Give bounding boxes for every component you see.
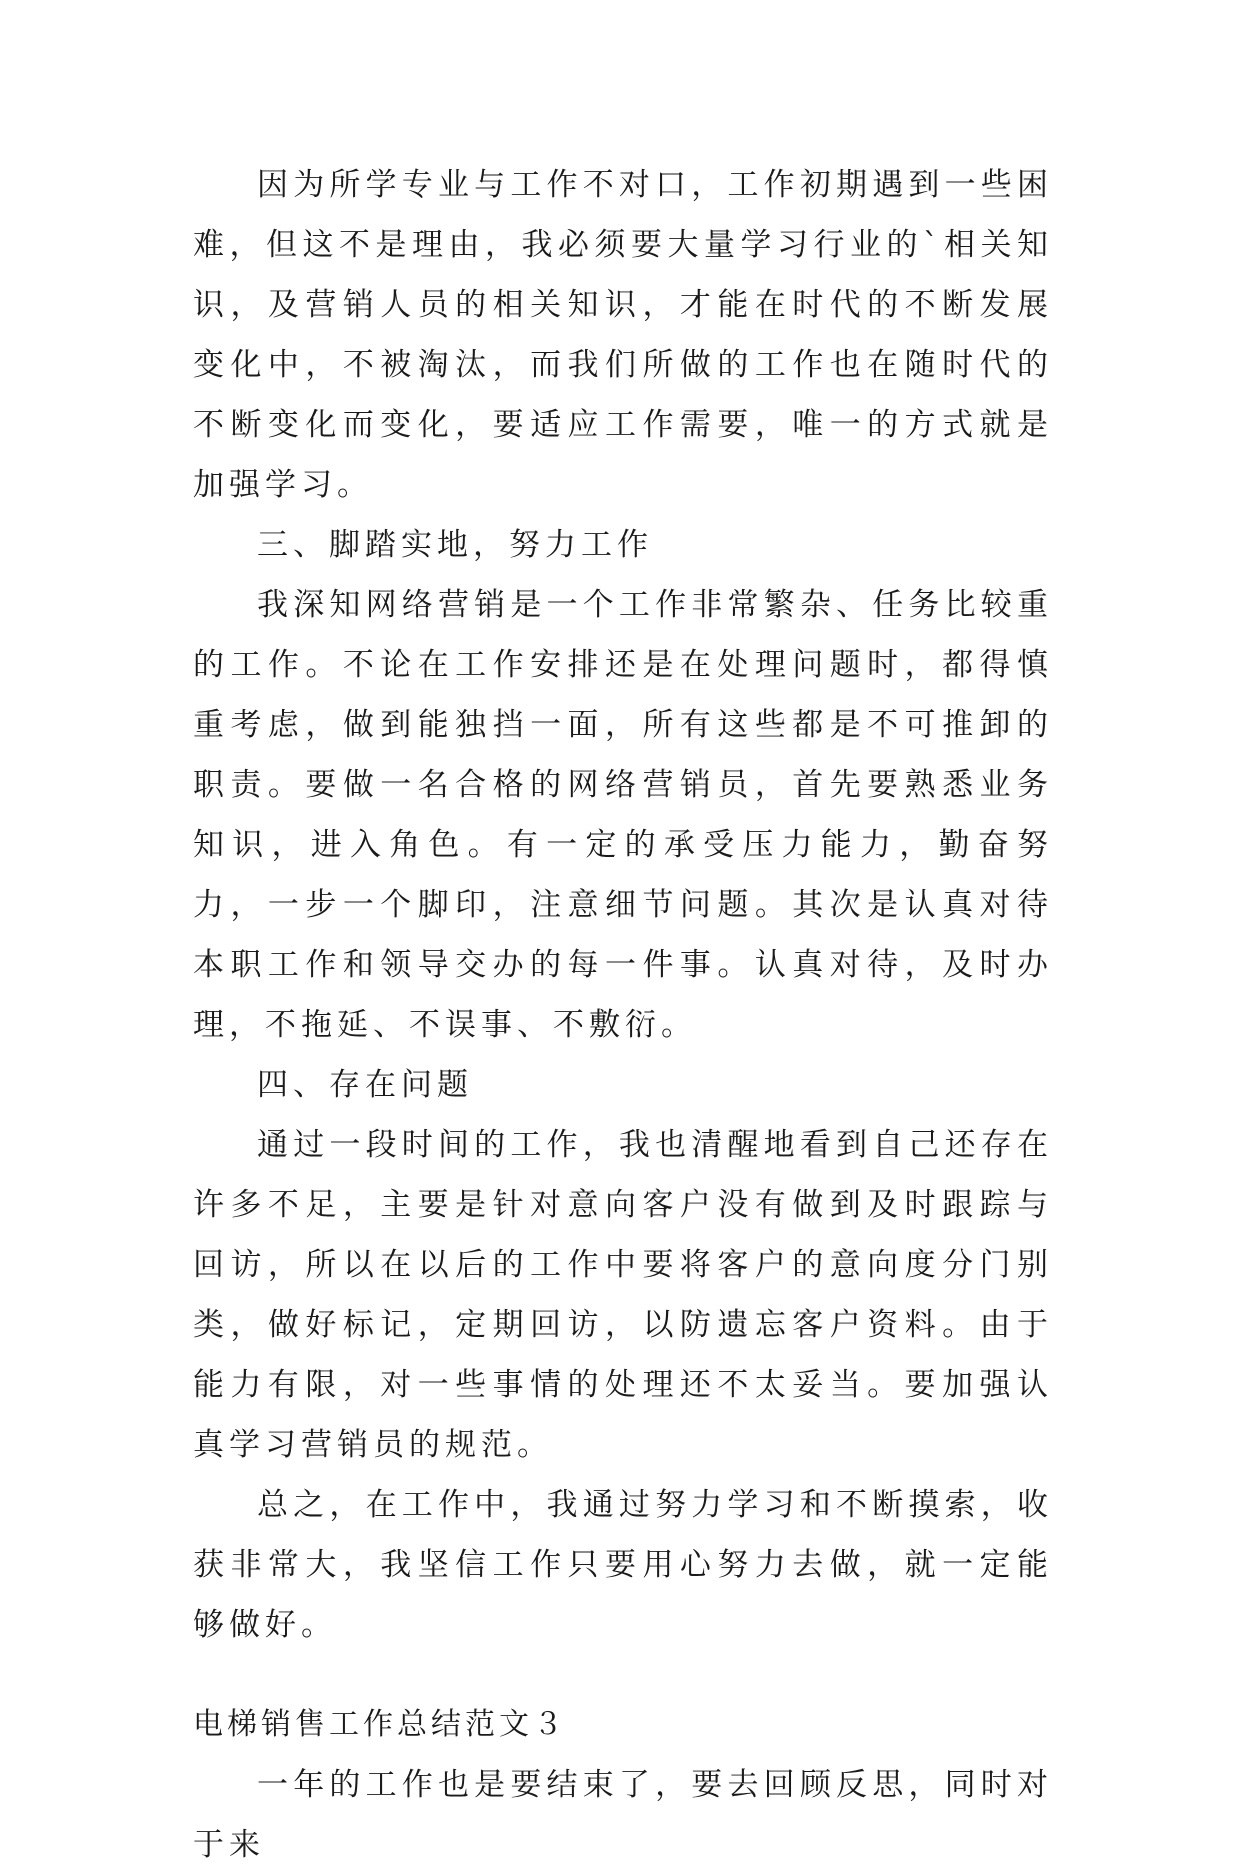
paragraph-problems: 通过一段时间的工作，我也清醒地看到自己还存在许多不足，主要是针对意向客户没有做到及时跟踪与回访，所以在以后的工作中要将客户的意向度分门别类，做好标记，定期回访，以防遗忘客户资料。由于能力有限，对一些事情的处理还不太妥当。要加强认真学习营销员的规范。 <box>193 1127 1053 1463</box>
heading-existing-problems: 四、存在问题 <box>257 1067 473 1103</box>
paragraph-learning: 因为所学专业与工作不对口，工作初期遇到一些困难，但这不是理由，我必须要大量学习行业的`相关知识，及营销人员的相关知识，才能在时代的不断发展变化中，不被淘汰，而我们所做的工作也在随时代的不断变化而变化，要适应工作需要，唯一的方式就是加强学习。 <box>193 167 1053 503</box>
paragraph-work-attitude: 我深知网络营销是一个工作非常繁杂、任务比较重的工作。不论在工作安排还是在处理问题时，都得慎重考虑，做到能独挡一面，所有这些都是不可推卸的职责。要做一名合格的网络营销员，首先要熟悉业务知识，进入角色。有一定的承受压力能力，勤奋努力，一步一个脚印，注意细节问题。其次是认真对待本职工作和领导交办的每一件事。认真对待，及时办理，不拖延、不误事、不敷衍。 <box>193 587 1053 1043</box>
document-page <box>193 155 1053 1875</box>
paragraph-conclusion: 总之，在工作中，我通过努力学习和不断摸索，收获非常大，我坚信工作只要用心努力去做，就一定能够做好。 <box>193 1487 1053 1643</box>
paragraph-closing: 一年的工作也是要结束了，要去回顾反思，同时对于来 <box>193 1767 1053 1863</box>
heading-down-to-earth: 三、脚踏实地，努力工作 <box>257 527 653 563</box>
section-title: 电梯销售工作总结范文３ <box>193 1707 567 1742</box>
